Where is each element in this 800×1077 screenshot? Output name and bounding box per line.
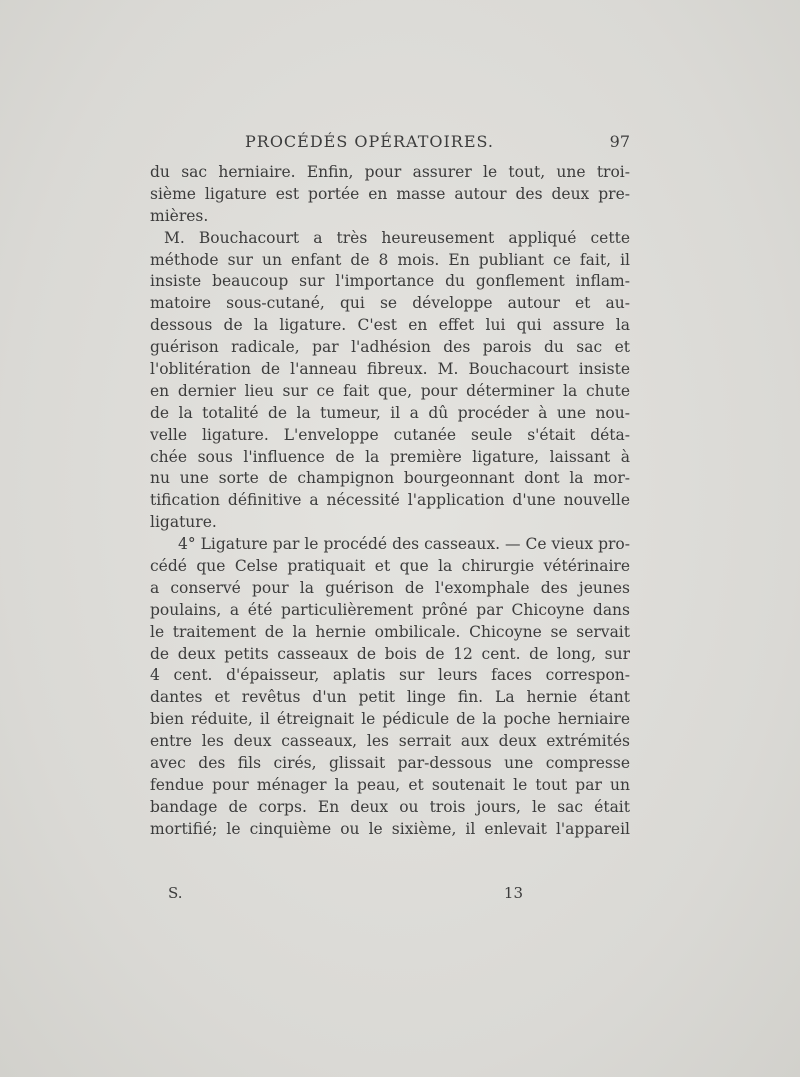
text-line: a conservé pour la guérison de l'exomphale des jeunes (150, 578, 630, 597)
text-line: du sac herniaire. Enfin, pour assurer le tout, une troi- (150, 163, 630, 181)
text-line: de deux petits casseaux de bois de 12 cent. de long, sur (150, 644, 630, 663)
text-line: nu une sorte de champignon bourgeonnant dont la mor- (150, 469, 630, 488)
text-line: fendue pour ménager la peau, et soutenait le tout par un (150, 775, 630, 794)
text-line: 4 cent. d'épaisseur, aplatis sur leurs faces correspon- (150, 666, 630, 685)
running-header (165, 132, 630, 156)
text-line: bandage de corps. En deux ou trois jours, le sac était (150, 797, 630, 816)
page-number: 97 (609, 132, 630, 151)
text-line: chée sous l'influence de la première ligature, laissant à (150, 447, 630, 466)
running-title: PROCÉDÉS OPÉRATOIRES. (245, 132, 495, 151)
page-footer (168, 884, 523, 906)
text-line: tification définitive a nécessité l'application d'une nouvelle (150, 491, 630, 510)
sheet-number: 13 (503, 884, 523, 902)
text-line: mortifié; le cinquième ou le sixième, il enlevait l'appareil (150, 819, 630, 838)
text-line: M. Bouchacourt a très heureusement appliqué cette (164, 228, 630, 247)
text-line: en dernier lieu sur ce fait que, pour déterminer la chute (150, 381, 630, 400)
text-line: de la totalité de la tumeur, il a dû procéder à une nou- (150, 403, 630, 422)
text-line: ligature. (150, 513, 217, 532)
text-line: bien réduite, il étreignait le pédicule de la poche herniaire (150, 710, 630, 729)
text-line: mières. (150, 206, 209, 225)
text-line: poulains, a été particulièrement prôné par Chicoyne dans (150, 600, 630, 619)
text-line: entre les deux casseaux, les serrait aux deux extrémités (150, 732, 630, 751)
text-line: méthode sur un enfant de 8 mois. En publiant ce fait, il (150, 250, 630, 269)
text-line: matoire sous-cutané, qui se développe autour et au- (150, 294, 630, 313)
text-line: cédé que Celse pratiquait et que la chirurgie vétérinaire (150, 557, 630, 576)
text-line: le traitement de la hernie ombilicale. Chicoyne se servait (150, 622, 630, 641)
text-line: dessous de la ligature. C'est en effet lui qui assure la (150, 316, 630, 335)
text-line: avec des fils cirés, glissait par-dessous une compresse (150, 754, 630, 773)
text-line: sième ligature est portée en masse autour des deux pre- (150, 184, 630, 203)
signature-mark: S. (168, 884, 183, 902)
text-line: velle ligature. L'enveloppe cutanée seule s'était déta- (150, 425, 630, 444)
body-text (150, 162, 630, 841)
text-line: guérison radicale, par l'adhésion des parois du sac et (150, 338, 630, 357)
text-line: insiste beaucoup sur l'importance du gonflement inflam- (150, 272, 630, 291)
text-line: dantes et revêtus d'un petit linge fin. La hernie étant (150, 688, 630, 707)
text-line: l'oblitération de l'anneau fibreux. M. Bouchacourt insiste (150, 360, 630, 379)
text-line: 4° Ligature par le procédé des casseaux. — Ce vieux pro- (178, 535, 630, 554)
